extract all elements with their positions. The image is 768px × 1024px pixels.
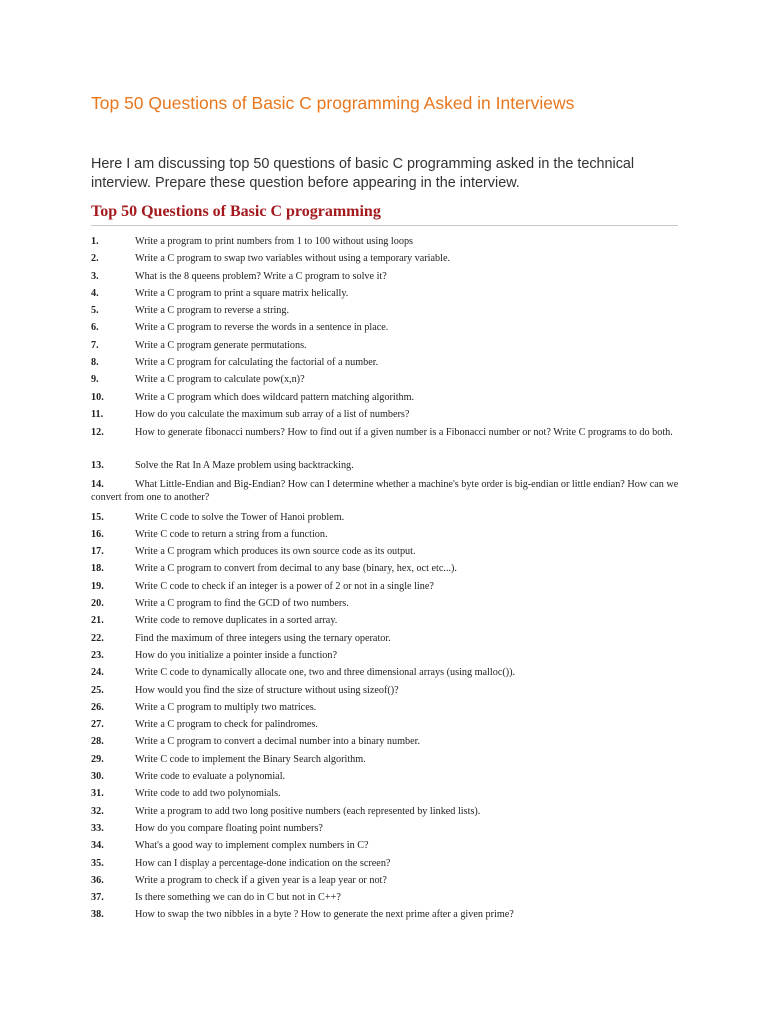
question-text: Write code to add two polynomials.	[135, 788, 281, 800]
question-item	[91, 872, 691, 889]
question-text: Is there something we can do in C but not in C++?	[135, 892, 341, 904]
question-number: 16.	[91, 528, 104, 540]
question-text: Write C code to solve the Tower of Hanoi problem.	[135, 511, 345, 523]
question-item	[91, 233, 691, 250]
question-text: Write C code to dynamically allocate one, two and three dimensional arrays (using malloc()).	[135, 667, 516, 679]
question-item	[91, 595, 691, 612]
question-item	[91, 406, 691, 423]
question-item	[91, 268, 691, 285]
question-number: 20.	[91, 598, 104, 610]
question-text: Write a C program to convert a decimal number into a binary number.	[135, 736, 421, 748]
question-text: Write a C program to reverse a string.	[135, 305, 290, 317]
question-text: Solve the Rat In A Maze problem using backtracking.	[135, 460, 354, 472]
question-number: 36.	[91, 874, 104, 886]
question-text: What Little-Endian and Big-Endian? How can I determine whether a machine's byte order is big-endian or little endian? How can we convert from one to another?	[91, 478, 679, 504]
question-number: 26.	[91, 701, 104, 713]
question-number: 5.	[91, 305, 99, 317]
question-item	[91, 457, 691, 474]
question-item	[91, 560, 691, 577]
question-item	[91, 768, 691, 785]
question-text: Write a C program which produces its own source code as its output.	[135, 546, 416, 558]
question-text: How would you find the size of structure without using sizeof()?	[135, 684, 399, 696]
question-number: 9.	[91, 374, 99, 386]
question-text: What's a good way to implement complex numbers in C?	[135, 840, 369, 852]
question-text: Write a C program to calculate pow(x,n)?	[135, 374, 305, 386]
question-item	[91, 354, 691, 371]
question-item	[91, 803, 691, 820]
question-number: 6.	[91, 322, 99, 334]
question-text: Write a program to print numbers from 1 to 100 without using loops	[135, 236, 414, 247]
question-item	[91, 820, 691, 837]
question-text: What is the 8 queens problem? Write a C program to solve it?	[135, 270, 387, 282]
question-number: 23.	[91, 649, 104, 661]
question-number: 17.	[91, 546, 104, 558]
question-text: Write C code to return a string from a function.	[135, 528, 328, 540]
question-text: Write a program to check if a given year is a leap year or not?	[135, 874, 387, 886]
question-item	[91, 837, 691, 854]
question-number: 4.	[91, 287, 99, 299]
question-item	[91, 423, 691, 457]
question-text: Write a C program generate permutations.	[135, 339, 307, 351]
question-item	[91, 682, 691, 699]
question-number: 24.	[91, 667, 104, 679]
question-number: 21.	[91, 615, 104, 627]
question-text: Write C code to implement the Binary Search algorithm.	[135, 753, 366, 765]
section-heading: Top 50 Questions of Basic C programming	[91, 203, 381, 220]
question-number: 28.	[91, 736, 104, 748]
heading-divider	[91, 225, 678, 226]
question-number: 15.	[91, 511, 104, 523]
page-title: Top 50 Questions of Basic C programming Asked in Interviews	[91, 93, 575, 113]
question-text: How to generate fibonacci numbers? How to find out if a given number is a Fibonacci number or not? Write C programs to do both.	[135, 427, 673, 439]
question-text: Write a C program to multiply two matrices.	[135, 701, 317, 713]
question-item	[91, 733, 691, 750]
question-number: 7.	[91, 339, 99, 351]
question-number: 34.	[91, 840, 104, 852]
question-number: 12.	[91, 427, 104, 439]
question-item	[91, 526, 691, 543]
intro-paragraph: Here I am discussing top 50 questions of basic C programming asked in the technical interview. Prepare these question before appearing in the interview.	[91, 156, 635, 191]
question-text: How to swap the two nibbles in a byte ? How to generate the next prime after a given prime?	[135, 909, 514, 921]
question-number: 14.	[91, 478, 104, 490]
question-number: 13.	[91, 460, 104, 472]
question-item	[91, 664, 691, 681]
question-item	[91, 699, 691, 716]
question-item	[91, 389, 691, 406]
question-item	[91, 543, 691, 560]
question-text: Write C code to check if an integer is a power of 2 or not in a single line?	[135, 580, 434, 592]
question-number: 10.	[91, 391, 104, 403]
question-number: 37.	[91, 892, 104, 904]
question-number: 11.	[91, 408, 104, 420]
question-text: Write a C program to print a square matrix helically.	[135, 287, 349, 299]
question-text: Write a C program to swap two variables without using a temporary variable.	[135, 253, 451, 265]
question-number: 35.	[91, 857, 104, 869]
question-text: Write a C program for calculating the factorial of a number.	[135, 357, 379, 369]
question-item	[91, 889, 691, 906]
question-number: 27.	[91, 719, 104, 731]
questions-list	[91, 233, 691, 924]
question-number: 19.	[91, 580, 104, 592]
question-number: 22.	[91, 632, 104, 644]
question-item	[91, 475, 691, 509]
question-text: Write a C program to find the GCD of two numbers.	[135, 598, 349, 610]
question-item	[91, 716, 691, 733]
question-item	[91, 319, 691, 336]
question-text: Write code to evaluate a polynomial.	[135, 771, 286, 783]
question-number: 38.	[91, 909, 104, 921]
question-item	[91, 906, 691, 923]
question-number: 3.	[91, 270, 99, 282]
question-text: Write a C program to convert from decimal to any base (binary, hex, oct etc...).	[135, 563, 457, 575]
question-item	[91, 578, 691, 595]
question-text: Write a C program to check for palindromes.	[135, 719, 318, 731]
question-number: 29.	[91, 753, 104, 765]
question-number: 2.	[91, 253, 99, 265]
question-item	[91, 647, 691, 664]
question-item	[91, 285, 691, 302]
question-text: Write a C program which does wildcard pattern matching algorithm.	[135, 391, 415, 403]
question-item	[91, 509, 691, 526]
question-number: 8.	[91, 357, 99, 369]
question-text: Write code to remove duplicates in a sorted array.	[135, 615, 338, 627]
question-number: 31.	[91, 788, 104, 800]
question-item	[91, 302, 691, 319]
question-number: 32.	[91, 805, 104, 817]
question-number: 33.	[91, 822, 104, 834]
question-item	[91, 785, 691, 802]
question-item	[91, 855, 691, 872]
question-text: Write a program to add two long positive numbers (each represented by linked lists).	[135, 805, 481, 817]
question-number: 1.	[91, 236, 99, 247]
question-text: Find the maximum of three integers using the ternary operator.	[135, 632, 391, 644]
question-text: How do you calculate the maximum sub array of a list of numbers?	[135, 408, 410, 420]
question-item	[91, 630, 691, 647]
question-item	[91, 612, 691, 629]
question-number: 18.	[91, 563, 104, 575]
question-text: How do you compare floating point numbers?	[135, 822, 323, 834]
question-text: How do you initialize a pointer inside a function?	[135, 649, 337, 661]
question-text: How can I display a percentage-done indication on the screen?	[135, 857, 391, 869]
question-item	[91, 250, 691, 267]
question-text: Write a C program to reverse the words in a sentence in place.	[135, 322, 389, 334]
question-number: 25.	[91, 684, 104, 696]
question-number: 30.	[91, 771, 104, 783]
question-item	[91, 751, 691, 768]
question-item	[91, 337, 691, 354]
question-item	[91, 371, 691, 388]
